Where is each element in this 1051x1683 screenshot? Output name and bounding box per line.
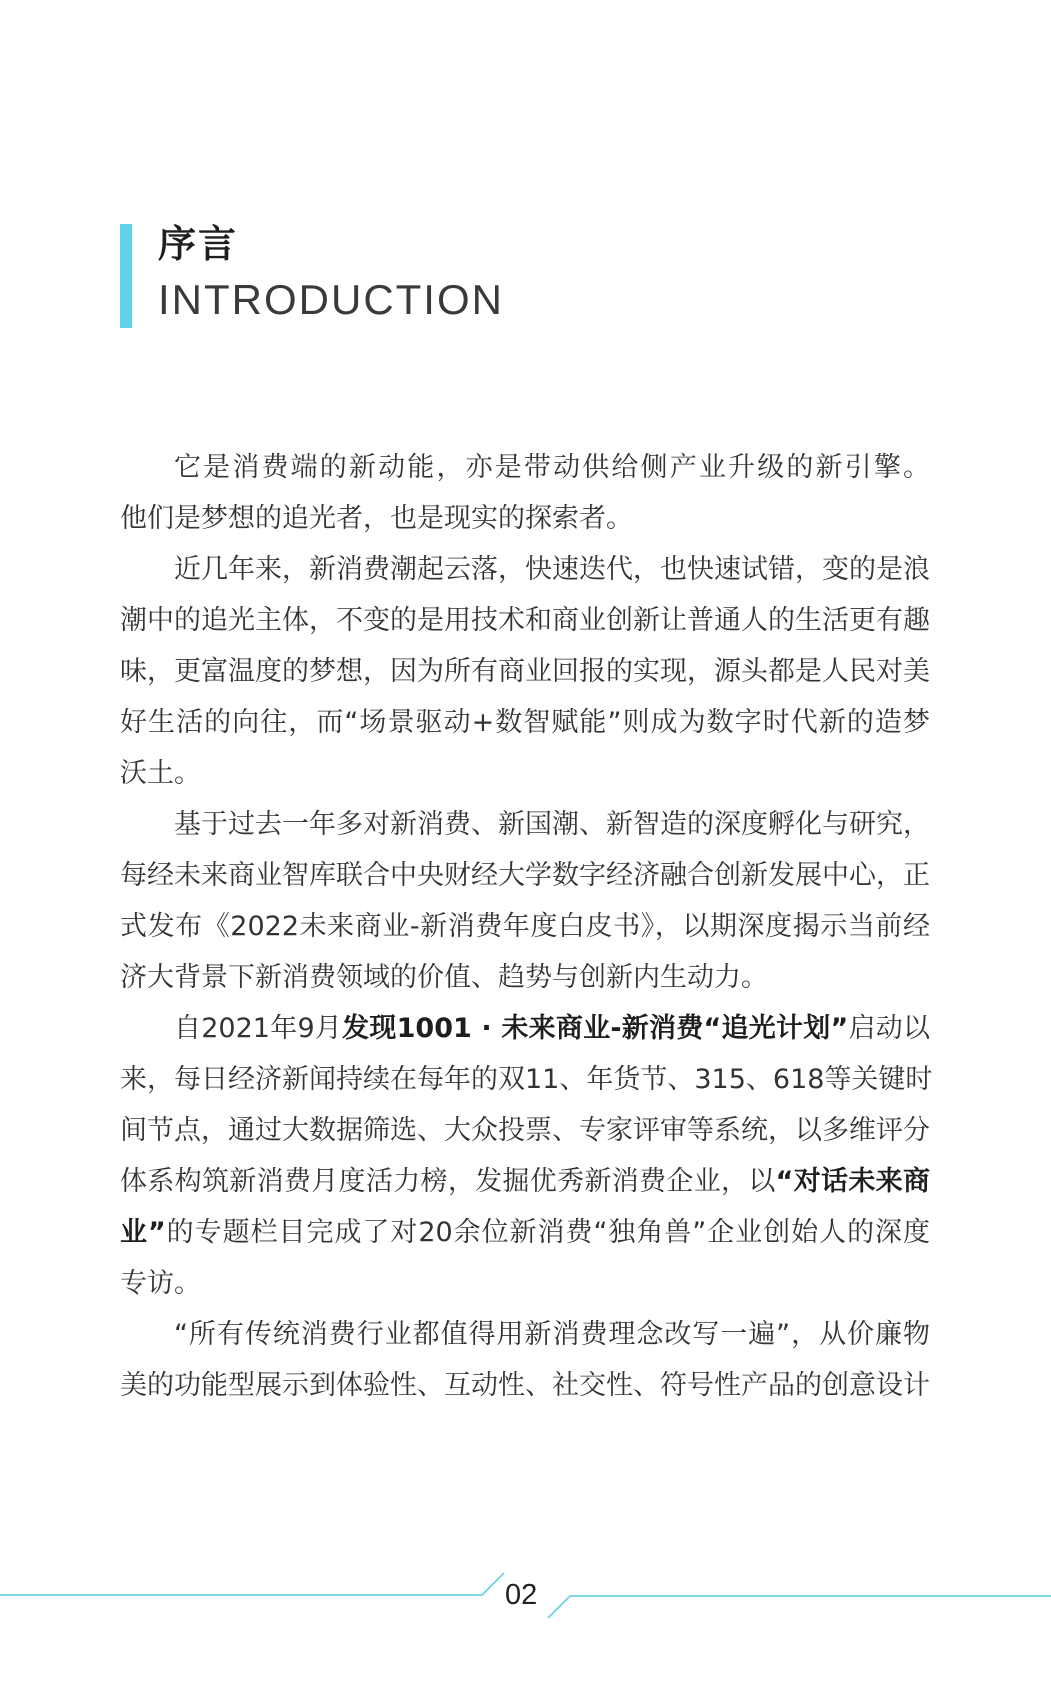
text-line: 济大背景下新消费领域的价值、趋势与创新内生动力。 bbox=[120, 962, 768, 993]
heading-accent-bar bbox=[120, 224, 132, 328]
text-line: 体系构筑新消费月度活力榜，发掘优秀新消费企业，以“对话未来商 bbox=[120, 1166, 930, 1197]
section-subtitle: INTRODUCTION bbox=[158, 276, 504, 323]
text-line: “所有传统消费行业都值得用新消费理念改写一遍”，从价廉物 bbox=[174, 1319, 930, 1350]
text-line: 味，更富温度的梦想，因为所有商业回报的实现，源头都是人民对美 bbox=[120, 656, 930, 687]
highlight-text: 发现1001 · 未来商业-新消费“追光计划” bbox=[342, 1013, 849, 1044]
highlight-text: “对话未来商 bbox=[775, 1166, 930, 1197]
text-line: 近几年来，新消费潮起云落，快速迭代，也快速试错，变的是浪 bbox=[174, 554, 930, 585]
footer-slash-left bbox=[482, 1573, 504, 1595]
text-line: 基于过去一年多对新消费、新国潮、新智造的深度孵化与研究， bbox=[174, 809, 930, 840]
text-line: 式发布《2022未来商业-新消费年度白皮书》，以期深度揭示当前经 bbox=[120, 911, 930, 942]
highlight-text: 业” bbox=[120, 1217, 166, 1248]
text-line: 潮中的追光主体，不变的是用技术和商业创新让普通人的生活更有趣 bbox=[120, 605, 930, 636]
body-text bbox=[120, 442, 933, 1411]
text-line: 美的功能型展示到体验性、互动性、社交性、符号性产品的创意设计 bbox=[120, 1370, 930, 1401]
text-line: 沃土。 bbox=[120, 758, 201, 789]
text-line: 间节点，通过大数据筛选、大众投票、专家评审等系统，以多维评分 bbox=[120, 1115, 930, 1146]
text-line: 每经未来商业智库联合中央财经大学数字经济融合创新发展中心，正 bbox=[120, 860, 930, 891]
text-line: 自2021年9月发现1001 · 未来商业-新消费“追光计划”启动以 bbox=[174, 1013, 930, 1044]
page-number: 02 bbox=[505, 1579, 538, 1611]
section-title: 序言 bbox=[158, 222, 239, 266]
text-line: 好生活的向往，而“场景驱动+数智赋能”则成为数字时代新的造梦 bbox=[120, 707, 930, 738]
text-line: 业”的专题栏目完成了对20余位新消费“独角兽”企业创始人的深度 bbox=[120, 1217, 930, 1248]
text-line: 来，每日经济新闻持续在每年的双11、年货节、315、618等关键时 bbox=[120, 1064, 933, 1095]
footer-slash-right bbox=[548, 1596, 570, 1618]
text-line: 专访。 bbox=[120, 1268, 201, 1299]
text-line: 它是消费端的新动能，亦是带动供给侧产业升级的新引擎。 bbox=[174, 452, 930, 483]
text-line: 他们是梦想的追光者，也是现实的探索者。 bbox=[120, 503, 633, 534]
